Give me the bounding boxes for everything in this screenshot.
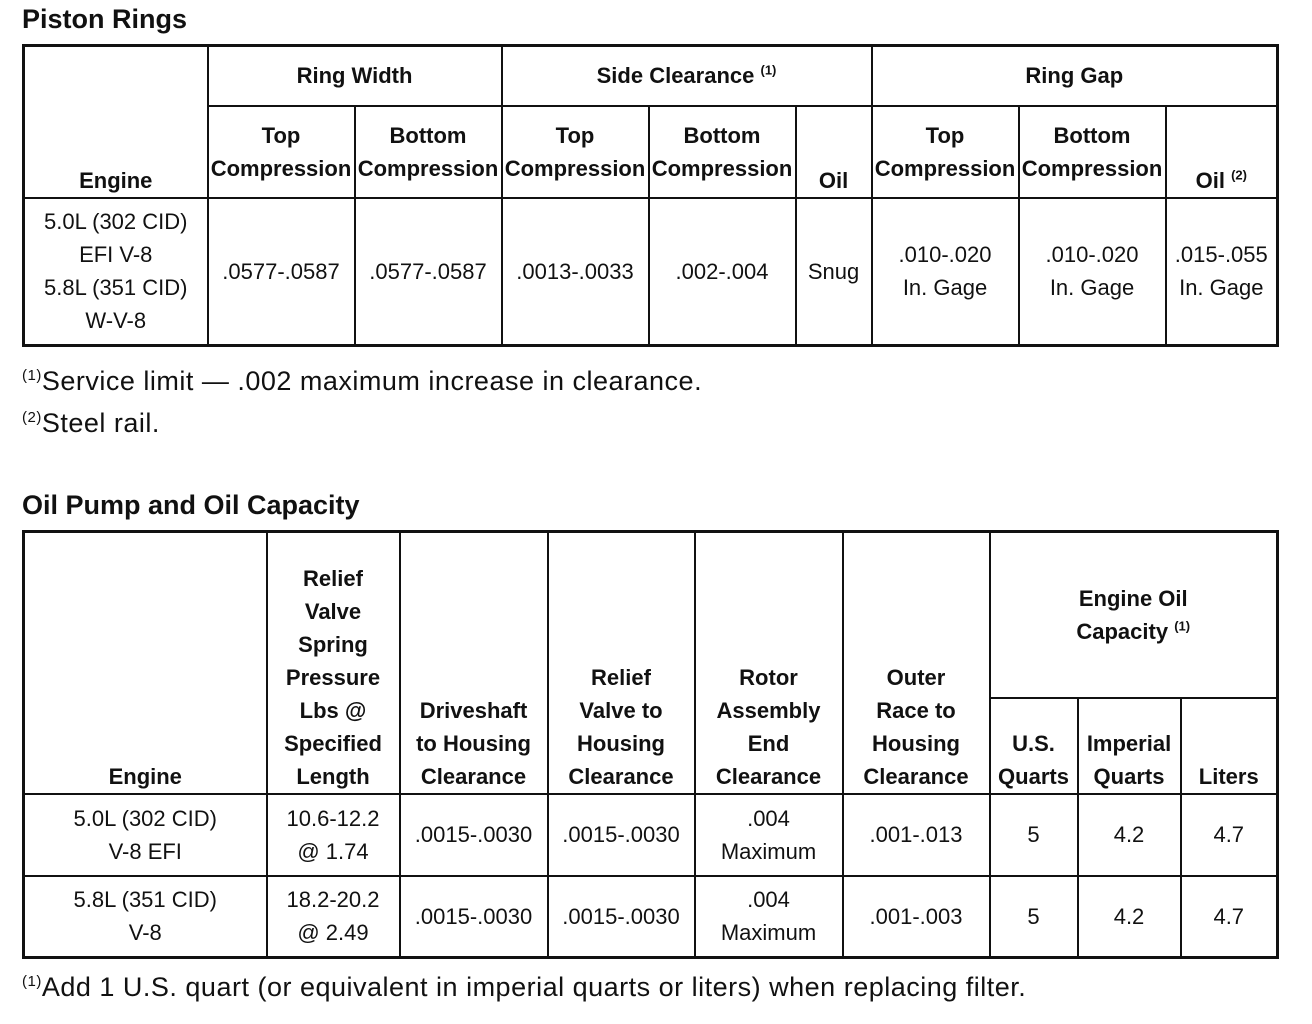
width-bottom-compression-header: Bottom Compression: [355, 106, 502, 198]
us-quarts-cell: 5: [990, 794, 1078, 876]
footnote-mark: (1): [1174, 618, 1191, 634]
us-quarts-cell: 5: [990, 876, 1078, 958]
relief-spring-header: Relief Valve Spring Pressure Lbs @ Specified Length: [267, 532, 400, 794]
liters-cell: 4.7: [1181, 794, 1278, 876]
rotor-cell: .004 Maximum: [695, 876, 843, 958]
engine-header: Engine: [24, 532, 267, 794]
imperial-quarts-cell: 4.2: [1078, 876, 1181, 958]
footnote-mark: (1): [22, 973, 42, 990]
footnote-mark: (2): [22, 409, 42, 426]
table-row: [24, 794, 1278, 876]
side-clearance-header: Side Clearance $^{(1)}$: [502, 46, 872, 106]
ring-width-header: Ring Width: [208, 46, 502, 106]
spring-cell: 18.2-20.2 @ 2.49: [267, 876, 400, 958]
table-row: [24, 876, 1278, 958]
gap-top-cell: .010-.020 In. Gage: [872, 198, 1019, 346]
oil-pump-table: [22, 530, 1279, 959]
gap-top-compression-header: Top Compression: [872, 106, 1019, 198]
footnote-1: $^{(1)}$Service limit — .002 maximum increase in clearance.: [22, 366, 703, 396]
oil-pump-title: Oil Pump and Oil Capacity: [22, 490, 360, 520]
relief-housing-header: Relief Valve to Housing Clearance: [548, 532, 695, 794]
driveshaft-header: Driveshaft to Housing Clearance: [400, 532, 548, 794]
us-quarts-header: U.S. Quarts: [990, 698, 1078, 794]
driveshaft-cell: .0015-.0030: [400, 876, 548, 958]
relief-housing-cell: .0015-.0030: [548, 876, 695, 958]
footnote-mark: (1): [22, 367, 42, 384]
gap-oil-cell: .015-.055 In. Gage: [1166, 198, 1278, 346]
rotor-header: Rotor Assembly End Clearance: [695, 532, 843, 794]
engine-cell: 5.0L (302 CID) EFI V-8 5.8L (351 CID) W-V-8: [24, 198, 208, 346]
width-top-compression-header: Top Compression: [208, 106, 355, 198]
outer-race-cell: .001-.013: [843, 794, 990, 876]
side-oil-cell: Snug: [796, 198, 872, 346]
ring-gap-header: Ring Gap: [872, 46, 1278, 106]
footnote-1: $^{(1)}$Add 1 U.S. quart (or equivalent in imperial quarts or liters) when replacing filter.: [22, 972, 1027, 1002]
piston-rings-title: Piston Rings: [22, 4, 188, 34]
imperial-quarts-header: Imperial Quarts: [1078, 698, 1181, 794]
side-oil-header: Oil: [796, 106, 872, 198]
header-row-groups: [24, 46, 1278, 106]
engine-cell: 5.8L (351 CID) V-8: [24, 876, 267, 958]
side-top-compression-header: Top Compression: [502, 106, 649, 198]
side-top-cell: .0013-.0033: [502, 198, 649, 346]
liters-cell: 4.7: [1181, 876, 1278, 958]
header-row-groups: [24, 532, 1278, 698]
spring-cell: 10.6-12.2 @ 1.74: [267, 794, 400, 876]
side-bottom-cell: .002-.004: [649, 198, 796, 346]
footnote-2: $^{(2)}$Steel rail.: [22, 408, 160, 438]
width-top-cell: .0577-.0587: [208, 198, 355, 346]
footnote-mark: (1): [760, 62, 777, 78]
header-row-columns: [24, 106, 1278, 198]
imperial-quarts-cell: 4.2: [1078, 794, 1181, 876]
gap-bottom-compression-header: Bottom Compression: [1019, 106, 1166, 198]
piston-rings-table: [22, 44, 1279, 347]
footnote-mark: (2): [1231, 167, 1247, 183]
engine-cell: 5.0L (302 CID) V-8 EFI: [24, 794, 267, 876]
outer-race-header: Outer Race to Housing Clearance: [843, 532, 990, 794]
gap-bottom-cell: .010-.020 In. Gage: [1019, 198, 1166, 346]
side-bottom-compression-header: Bottom Compression: [649, 106, 796, 198]
outer-race-cell: .001-.003: [843, 876, 990, 958]
gap-oil-header: Oil $^{(2)}$: [1166, 106, 1278, 198]
relief-housing-cell: .0015-.0030: [548, 794, 695, 876]
rotor-cell: .004 Maximum: [695, 794, 843, 876]
engine-header: Engine: [24, 46, 208, 198]
table-row: [24, 198, 1278, 346]
capacity-header: Engine Oil Capacity $^{(1)}$: [990, 532, 1278, 698]
liters-header: Liters: [1181, 698, 1278, 794]
width-bottom-cell: .0577-.0587: [355, 198, 502, 346]
driveshaft-cell: .0015-.0030: [400, 794, 548, 876]
